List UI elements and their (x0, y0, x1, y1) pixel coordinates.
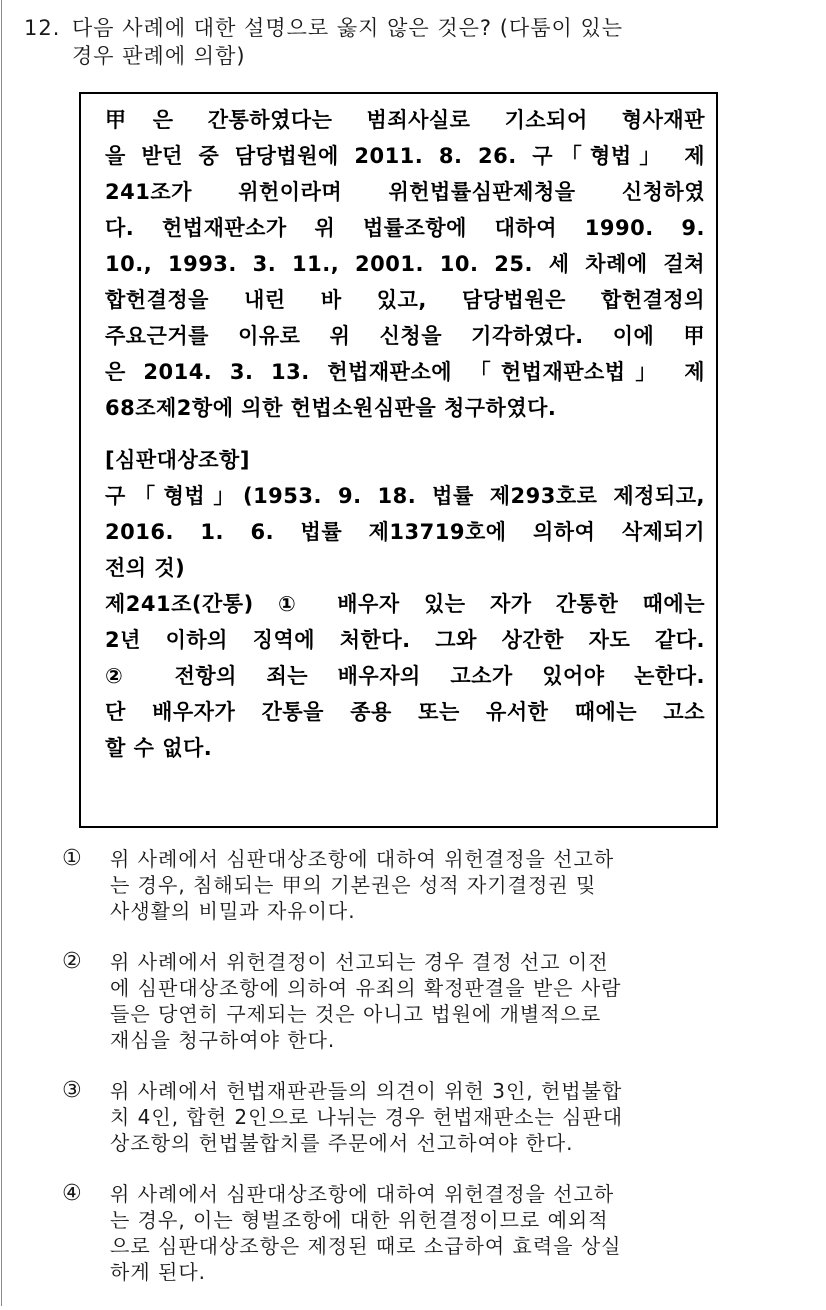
provision-line: 2016. 1. 6. 법률 제13719호에 의하여 삭제되기 (105, 520, 705, 544)
option-number: ② (62, 949, 83, 974)
answer-options (62, 846, 782, 1310)
case-fact-line: 다. 헌법재판소가 위 법률조항에 대하여 1990. 9. (105, 216, 705, 240)
case-fact-line: 甲은 간통하였다는 범죄사실로 기소되어 형사재판 (105, 108, 705, 132)
case-fact-line: 241조가 위헌이라며 위헌법률심판제청을 신청하였 (105, 180, 705, 204)
answer-option-4[interactable] (62, 1181, 782, 1285)
case-fact-line: 은 2014. 3. 13. 헌법재판소에 「헌법재판소법」 제 (105, 360, 705, 384)
provision-line: 단 배우자가 간통을 종용 또는 유서한 때에는 고소 (105, 700, 705, 724)
provision-line: 제241조(간통) ① 배우자 있는 자가 간통한 때에는 (105, 592, 705, 616)
option-text-line: 에 심판대상조항에 의하여 유죄의 확정판결을 받은 사람 (110, 976, 622, 1000)
case-box (79, 92, 718, 828)
option-text-line: 치 4인, 합헌 2인으로 나뉘는 경우 헌법재판소는 심판대 (110, 1105, 624, 1129)
option-text-line: 으로 심판대상조항은 제정된 때로 소급하여 효력을 상실 (110, 1234, 622, 1258)
option-text-line: 위 사례에서 위헌결정이 선고되는 경우 결정 선고 이전 (110, 950, 609, 974)
provision-line: 전의 것) (105, 556, 186, 580)
question-stem-line: 경우 판례에 의함) (72, 44, 246, 68)
question (24, 14, 784, 70)
answer-option-2[interactable] (62, 949, 782, 1053)
provision-line: ② 전항의 죄는 배우자의 고소가 있어야 논한다. (105, 664, 705, 688)
option-text-line: 위 사례에서 심판대상조항에 대하여 위헌결정을 선고하 (110, 1182, 615, 1206)
answer-option-1[interactable] (62, 846, 782, 924)
page-left-rule (1, 0, 2, 1306)
option-number: ④ (62, 1181, 83, 1206)
case-text (105, 102, 705, 766)
option-text-line: 위 사례에서 헌법재판관들의 의견이 위헌 3인, 헌법불합 (110, 1079, 623, 1103)
option-text-line: 재심을 청구하여야 한다. (110, 1028, 336, 1052)
option-number: ① (62, 846, 83, 871)
option-text-line: 상조항의 헌법불합치를 주문에서 선고하여야 한다. (110, 1131, 574, 1155)
provision-heading: [심판대상조항] (105, 448, 250, 472)
question-number: 12. (24, 16, 61, 40)
question-stem-line: 다음 사례에 대한 설명으로 옳지 않은 것은? (다툼이 있는 (72, 16, 624, 40)
option-text-line: 들은 당연히 구제되는 것은 아니고 법원에 개별적으로 (110, 1002, 602, 1026)
option-number: ③ (62, 1078, 83, 1103)
case-fact-line: 주요근거를 이유로 위 신청을 기각하였다. 이에 甲 (105, 324, 705, 348)
provision-line: 2년 이하의 징역에 처한다. 그와 상간한 자도 같다. (105, 628, 705, 652)
option-text-line: 는 경우, 이는 형벌조항에 대한 위헌결정이므로 예외적 (110, 1208, 609, 1232)
provision-line: 구「형법」(1953. 9. 18. 법률 제293호로 제정되고, (105, 484, 705, 508)
case-fact-line: 10., 1993. 3. 11., 2001. 10. 25. 세 차례에 걸쳐 (105, 252, 705, 276)
case-fact-line: 합헌결정을 내린 바 있고, 담당법원은 합헌결정의 (105, 288, 705, 312)
option-text-line: 사생활의 비밀과 자유이다. (110, 899, 356, 923)
option-text-line: 하게 된다. (110, 1260, 206, 1284)
option-text-line: 위 사례에서 심판대상조항에 대하여 위헌결정을 선고하 (110, 847, 615, 871)
provision-line: 할 수 없다. (105, 736, 213, 760)
case-fact-line: 을 받던 중 담당법원에 2011. 8. 26. 구「형법」 제 (105, 144, 705, 168)
option-text-line: 는 경우, 침해되는 甲의 기본권은 성적 자기결정권 및 (110, 873, 597, 897)
answer-option-3[interactable] (62, 1078, 782, 1156)
section-gap (105, 426, 705, 442)
case-fact-line: 68조제2항에 의한 헌법소원심판을 청구하였다. (105, 396, 557, 420)
